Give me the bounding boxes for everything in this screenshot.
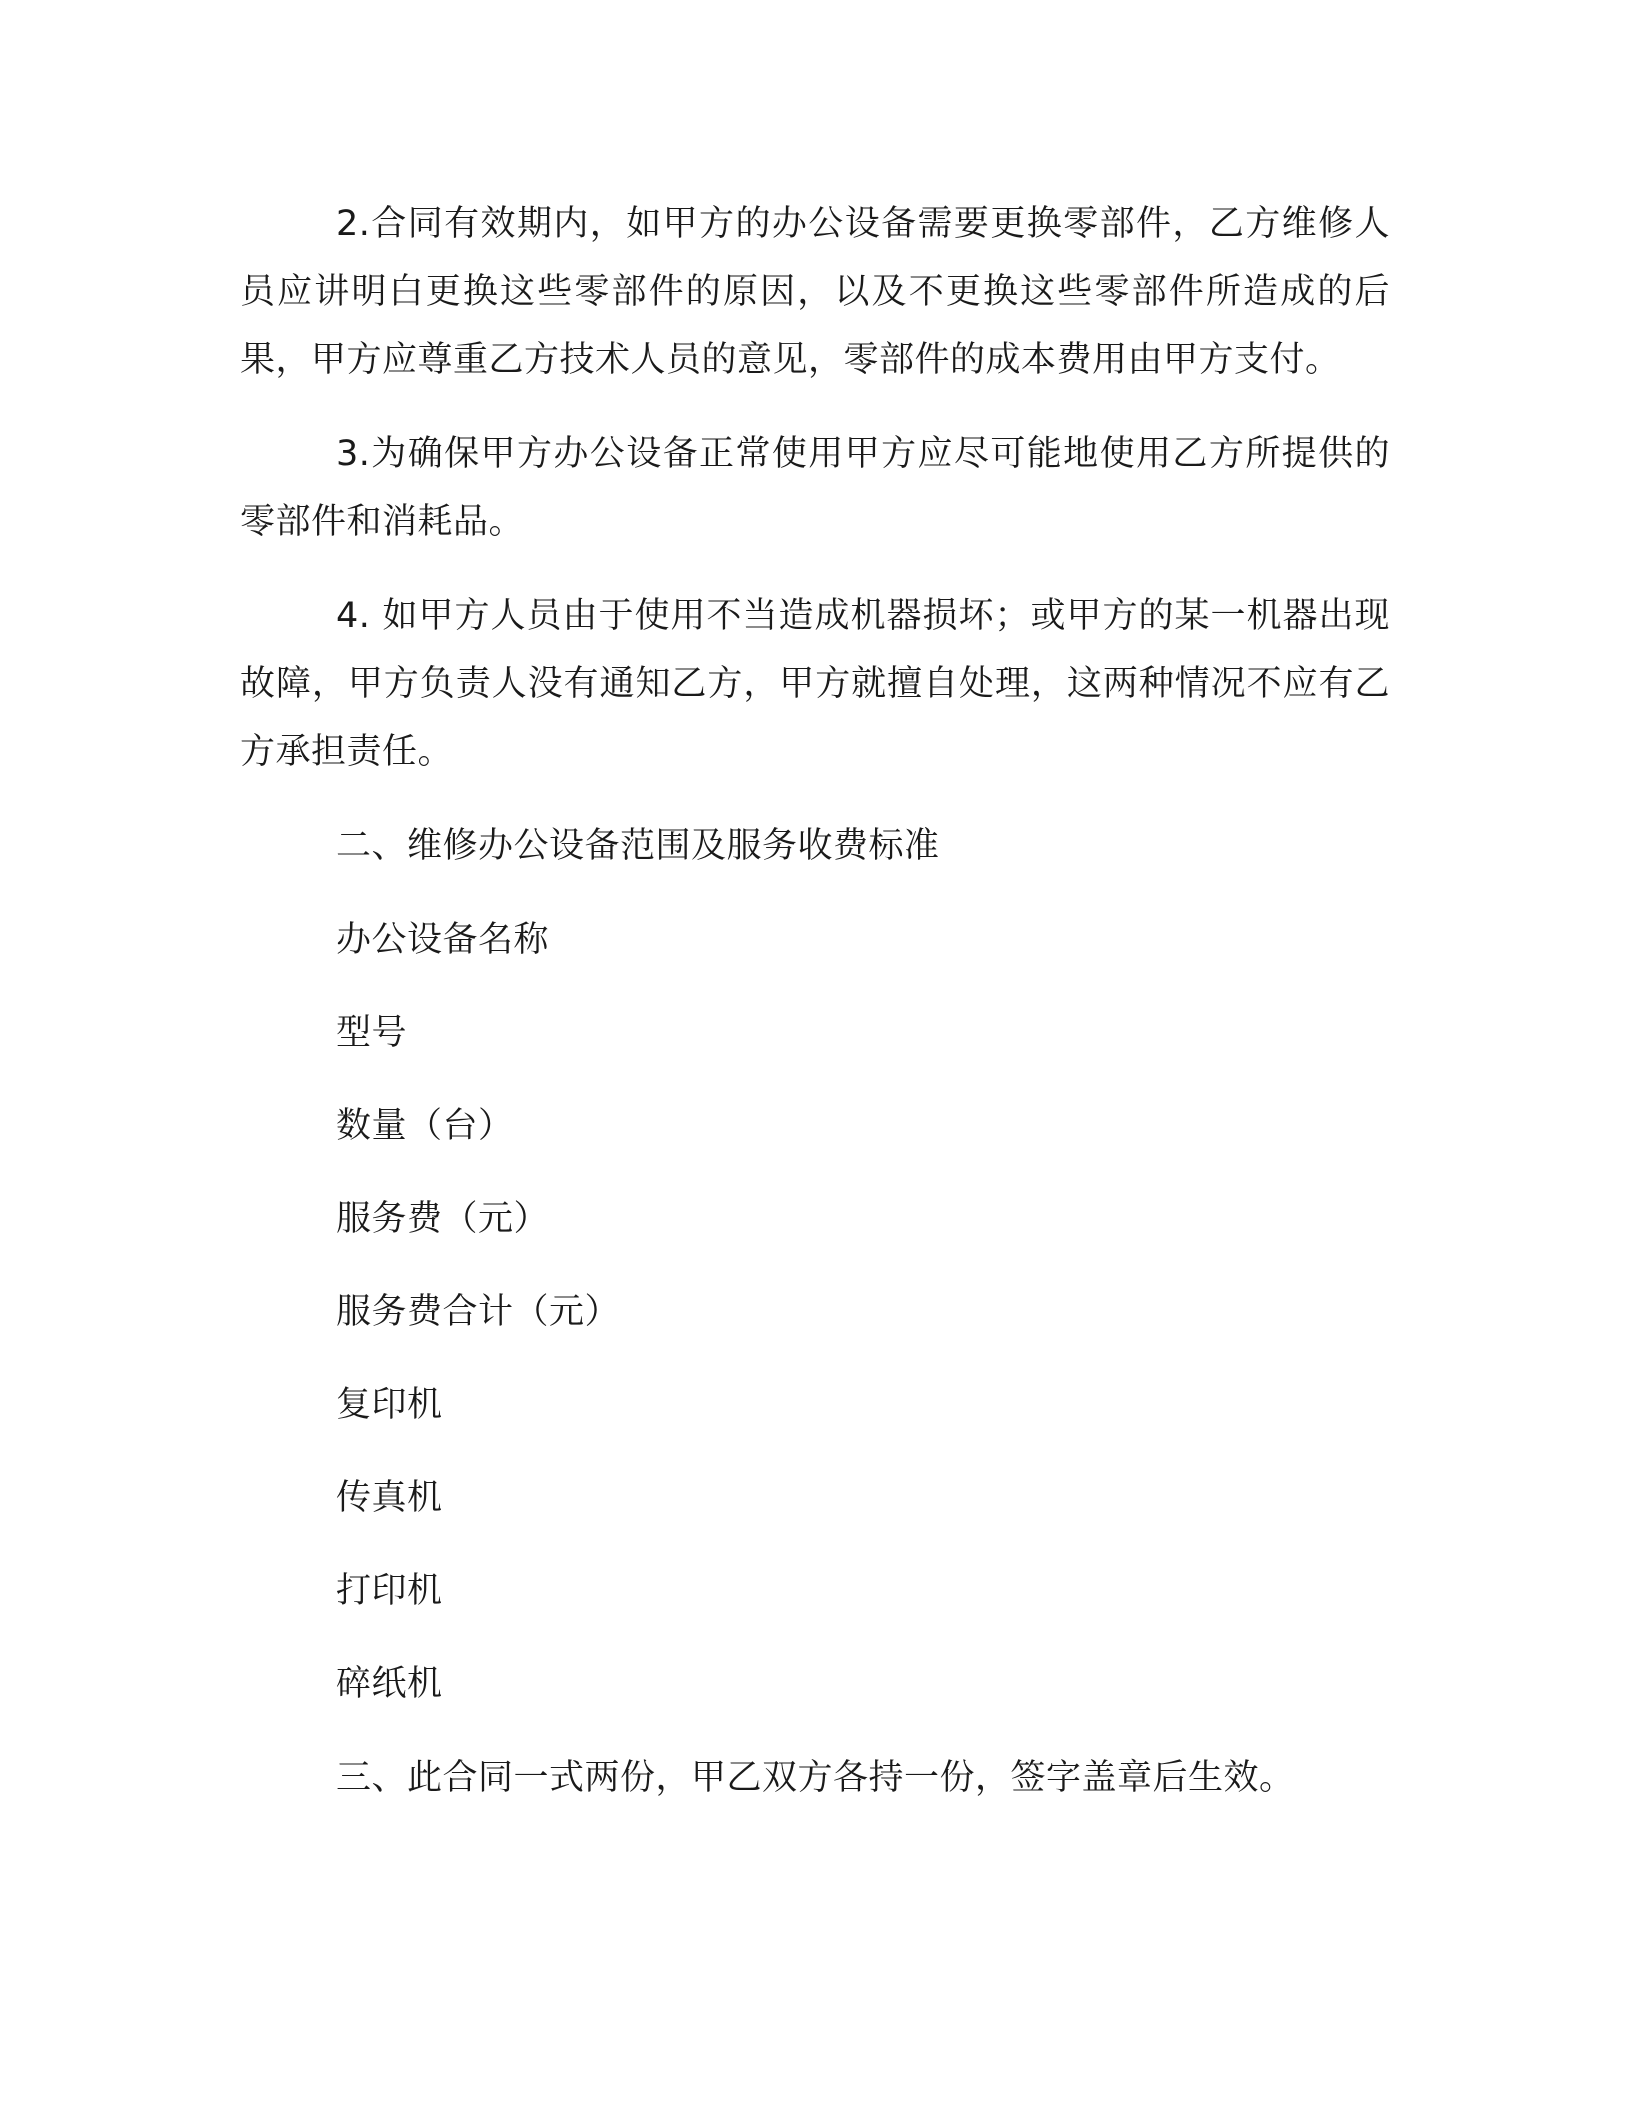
list-item-shredder: 碎纸机 xyxy=(336,1664,443,1704)
section-3-statement: 三、此合同一式两份，甲乙双方各持一份，签字盖章后生效。 xyxy=(336,1758,1295,1798)
document-page xyxy=(240,190,1390,1812)
list-item-model: 型号 xyxy=(336,1013,408,1053)
list-item-fax: 传真机 xyxy=(336,1478,443,1518)
equipment-list xyxy=(240,906,1390,1718)
clause-4-paragraph: 4. 如甲方人员由于使用不当造成机器损坏；或甲方的某一机器出现故障，甲方负责人没有通知乙方，甲方就擅自处理，这两种情况不应有乙方承担责任。 xyxy=(240,596,1390,772)
clause-3-paragraph: 3.为确保甲方办公设备正常使用甲方应尽可能地使用乙方所提供的零部件和消耗品。 xyxy=(240,434,1390,542)
list-item-equipment-name: 办公设备名称 xyxy=(336,920,550,960)
list-item-printer: 打印机 xyxy=(336,1571,443,1611)
list-item-quantity: 数量（台） xyxy=(336,1106,514,1146)
list-item-copier: 复印机 xyxy=(336,1385,443,1425)
list-item-service-fee-total: 服务费合计（元） xyxy=(336,1292,621,1332)
list-item-service-fee: 服务费（元） xyxy=(336,1199,550,1239)
section-2-heading: 二、维修办公设备范围及服务收费标准 xyxy=(336,826,940,866)
clause-2-paragraph: 2.合同有效期内，如甲方的办公设备需要更换零部件，乙方维修人员应讲明白更换这些零部件的原因，以及不更换这些零部件所造成的后果，甲方应尊重乙方技术人员的意见，零部件的成本费用由甲方支付。 xyxy=(240,204,1390,380)
